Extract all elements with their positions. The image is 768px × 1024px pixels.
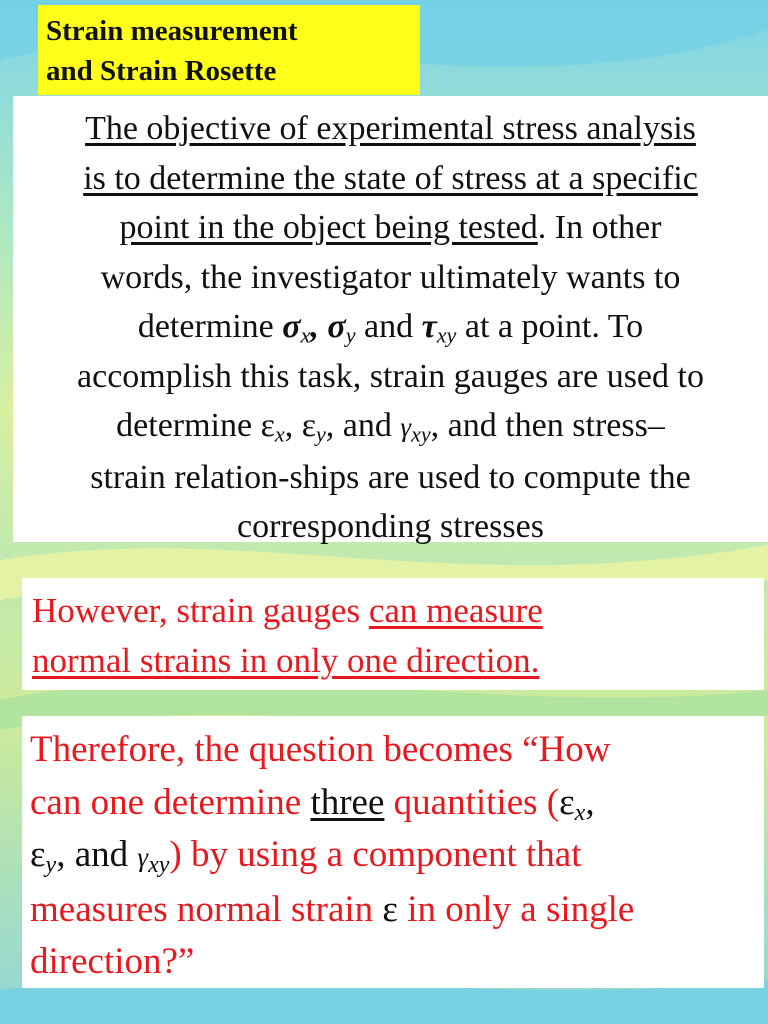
p3-epsilon-3: ε [382, 888, 398, 930]
p3-sub-y: y [45, 852, 57, 878]
limitation-paragraph [22, 578, 764, 690]
p3-line-4 [30, 884, 756, 937]
p3-l2-comma: , [585, 781, 595, 823]
p1-l7-comma: , [284, 407, 302, 444]
p1-l7-and: , and [325, 407, 401, 444]
p1-underlined-2: is to determine the state of stress at a specific [83, 159, 698, 197]
p1-l5-and: and [355, 308, 422, 345]
p1-line-3-rest: . In other [537, 209, 662, 246]
p3-l2-a: can one determine [30, 781, 311, 823]
p1-l5-end: at a point. To [456, 308, 644, 345]
sub-xy: xy [436, 322, 457, 348]
slide-title [38, 5, 420, 95]
sub-xy-2: xy [411, 421, 431, 447]
p3-epsilon-2: ε [30, 834, 46, 875]
p2-l2-underlined: normal strains in only one direction. [32, 641, 540, 680]
p3-sub-x: x [574, 799, 586, 826]
p3-gamma: γ [137, 842, 149, 872]
p1-underlined-1: The objective of experimental stress analysis [85, 110, 696, 147]
p1-line-1 [17, 104, 764, 154]
p1-l7-a: determine [116, 407, 261, 444]
p1-underlined-3: point in the object being tested [119, 209, 538, 246]
p3-line-1: Therefore, the question becomes “How [30, 729, 611, 770]
p1-line-9: corresponding stresses [237, 508, 544, 545]
p2-line-2 [32, 636, 754, 686]
p1-line-2 [17, 154, 764, 204]
p1-l5-a: determine [137, 308, 283, 345]
p3-l3-and: , and [56, 834, 138, 875]
p3-l3-rest: ) by using a component that [169, 834, 582, 875]
p2-l1-underlined: can measure [368, 591, 543, 630]
tau-symbol: τ [421, 308, 437, 345]
p3-line-2 [30, 777, 756, 830]
objective-paragraph [13, 96, 768, 545]
p2-line-1 [32, 586, 754, 636]
p1-line-8: strain relation-ships are used to compute the [90, 458, 691, 496]
sub-y-2: y [315, 421, 326, 447]
p1-line-4: words, the investigator ultimately wants to [100, 258, 681, 296]
sub-x: x [300, 322, 311, 348]
p3-epsilon-1: ε [559, 781, 575, 823]
p3-l2-b: quantities ( [384, 781, 560, 823]
p3-three-underlined: three [310, 781, 385, 823]
title-line-2: and Strain Rosette [46, 55, 277, 87]
p3-l4-a: measures normal strain [30, 888, 383, 930]
epsilon-symbol-2: ε [301, 407, 316, 444]
p1-l5-comma: , [310, 308, 328, 345]
title-line-1: Strain measurement [46, 15, 298, 47]
p1-l7-end: , and then stress– [430, 407, 665, 444]
p1-line-3 [17, 203, 764, 253]
p1-line-5 [17, 302, 764, 352]
p2-l1-a: However, strain gauges [32, 591, 369, 630]
p3-l4-b: in only a single [397, 888, 635, 930]
epsilon-symbol: ε [260, 407, 275, 444]
gamma-symbol: γ [400, 412, 412, 442]
p1-line-6: accomplish this task, strain gauges are used to [77, 357, 704, 395]
p3-line-3 [30, 829, 756, 884]
p3-line-5: direction?” [30, 941, 195, 982]
question-paragraph [22, 716, 764, 988]
p3-sub-xy: xy [148, 852, 170, 878]
sigma-symbol: σ [282, 308, 301, 345]
sigma-symbol-2: σ [327, 308, 346, 345]
sub-y: y [345, 322, 356, 348]
p1-line-7 [17, 401, 764, 453]
sub-x-2: x [274, 421, 285, 447]
